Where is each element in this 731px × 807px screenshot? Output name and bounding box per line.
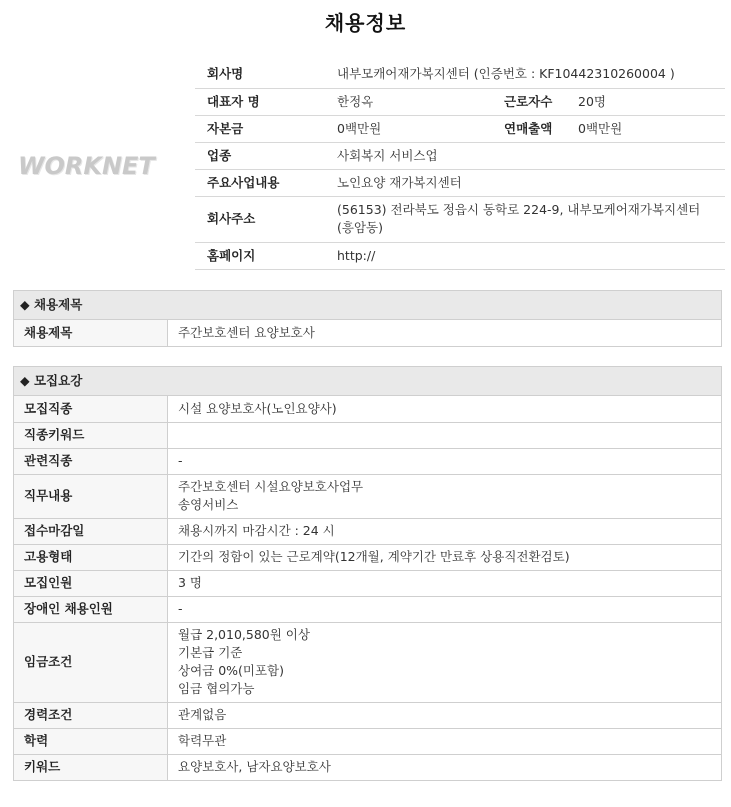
business-label: 주요사업내용 bbox=[195, 169, 325, 196]
requirement-row bbox=[14, 596, 721, 622]
requirement-value-line: - bbox=[178, 453, 183, 468]
requirement-value bbox=[168, 544, 722, 570]
requirement-label: 고용형태 bbox=[14, 544, 168, 570]
company-row-business bbox=[195, 169, 725, 196]
homepage-label: 홈페이지 bbox=[195, 242, 325, 269]
company-info-table bbox=[195, 61, 725, 270]
recruit-title-header: ◆ 채용제목 bbox=[14, 291, 721, 320]
requirement-label: 직종키워드 bbox=[14, 422, 168, 448]
requirement-value-line: 채용시까지 마감시간 : 24 시 bbox=[178, 523, 335, 538]
requirement-label: 접수마감일 bbox=[14, 518, 168, 544]
requirement-row bbox=[14, 728, 721, 754]
requirement-value-line: 임금 협의가능 bbox=[178, 681, 255, 696]
requirement-row bbox=[14, 622, 721, 702]
capital-value: 0백만원 bbox=[325, 115, 492, 142]
address-label: 회사주소 bbox=[195, 196, 325, 242]
ceo-value: 한정옥 bbox=[325, 88, 492, 115]
requirement-label: 키워드 bbox=[14, 754, 168, 780]
requirement-row bbox=[14, 448, 721, 474]
requirement-value bbox=[168, 422, 722, 448]
requirement-label: 직무내용 bbox=[14, 474, 168, 518]
recruit-title-value: 주간보호센터 요양보호사 bbox=[168, 320, 722, 346]
recruit-title-section bbox=[13, 290, 722, 347]
requirement-label: 모집인원 bbox=[14, 570, 168, 596]
requirement-value-line: 학력무관 bbox=[178, 733, 227, 748]
requirement-value bbox=[168, 518, 722, 544]
company-name-value: 내부모캐어재가복지센터 (인증번호 : KF10442310260004 ) bbox=[325, 61, 725, 88]
requirement-value bbox=[168, 474, 722, 518]
capital-label: 자본금 bbox=[195, 115, 325, 142]
requirement-row bbox=[14, 544, 721, 570]
requirement-row bbox=[14, 702, 721, 728]
worknet-logo bbox=[18, 152, 155, 180]
requirement-value bbox=[168, 570, 722, 596]
company-row-capital bbox=[195, 115, 725, 142]
logo-text: WORKNET bbox=[18, 152, 155, 180]
requirement-value-line: - bbox=[178, 601, 183, 616]
requirement-row bbox=[14, 518, 721, 544]
requirement-label: 장애인 채용인원 bbox=[14, 596, 168, 622]
company-row-name bbox=[195, 61, 725, 88]
requirement-value-line: 요양보호사, 남자요양보호사 bbox=[178, 759, 331, 774]
company-row-homepage bbox=[195, 242, 725, 269]
requirement-value bbox=[168, 396, 722, 422]
requirement-row bbox=[14, 396, 721, 422]
page-title: 채용정보 bbox=[324, 11, 407, 35]
requirement-value bbox=[168, 622, 722, 702]
workers-value: 20명 bbox=[570, 88, 725, 115]
recruit-title-table bbox=[14, 320, 721, 347]
requirement-value-line: 3 명 bbox=[178, 575, 203, 590]
company-name-label: 회사명 bbox=[195, 61, 325, 88]
requirement-value-line: 관계없음 bbox=[178, 707, 227, 722]
company-row-ceo bbox=[195, 88, 725, 115]
requirements-header: ◆ 모집요강 bbox=[14, 367, 721, 396]
recruit-title-row bbox=[14, 320, 721, 346]
requirement-value bbox=[168, 728, 722, 754]
workers-label: 근로자수 bbox=[492, 88, 570, 115]
requirement-value bbox=[168, 596, 722, 622]
requirements-section bbox=[13, 366, 722, 781]
requirement-label: 모집직종 bbox=[14, 396, 168, 422]
requirement-value-line: 기간의 정함이 있는 근로계약(12개월, 계약기간 만료후 상용직전환검토) bbox=[178, 549, 570, 564]
sales-label: 연매출액 bbox=[492, 115, 570, 142]
requirement-value bbox=[168, 448, 722, 474]
requirement-row bbox=[14, 570, 721, 596]
requirement-label: 학력 bbox=[14, 728, 168, 754]
requirement-row bbox=[14, 474, 721, 518]
requirement-value-line: 송영서비스 bbox=[178, 497, 239, 512]
industry-label: 업종 bbox=[195, 142, 325, 169]
requirement-row bbox=[14, 422, 721, 448]
requirements-table bbox=[14, 396, 721, 781]
requirement-value-line: 주간보호센터 시설요양보호사업무 bbox=[178, 479, 364, 494]
address-value: (56153) 전라북도 정읍시 동학로 224-9, 내부모케어재가복지센터 (흥암동) bbox=[325, 196, 725, 242]
requirement-value bbox=[168, 754, 722, 780]
requirement-value-line: 월급 2,010,580원 이상 bbox=[178, 627, 310, 642]
industry-value: 사회복지 서비스업 bbox=[325, 142, 725, 169]
requirement-value-line: 기본급 기준 bbox=[178, 645, 243, 660]
requirement-label: 경력조건 bbox=[14, 702, 168, 728]
company-row-industry bbox=[195, 142, 725, 169]
requirement-value bbox=[168, 702, 722, 728]
requirement-row bbox=[14, 754, 721, 780]
requirement-label: 임금조건 bbox=[14, 622, 168, 702]
ceo-label: 대표자 명 bbox=[195, 88, 325, 115]
requirement-value-line: 상여금 0%(미포함) bbox=[178, 663, 285, 678]
homepage-link[interactable]: http:// bbox=[325, 242, 725, 269]
business-value: 노인요양 재가복지센터 bbox=[325, 169, 725, 196]
requirement-value-line: 시설 요양보호사(노인요양사) bbox=[178, 400, 337, 416]
company-row-address bbox=[195, 196, 725, 242]
sales-value: 0백만원 bbox=[570, 115, 725, 142]
requirement-label: 관련직종 bbox=[14, 448, 168, 474]
recruit-title-label: 채용제목 bbox=[14, 320, 168, 346]
